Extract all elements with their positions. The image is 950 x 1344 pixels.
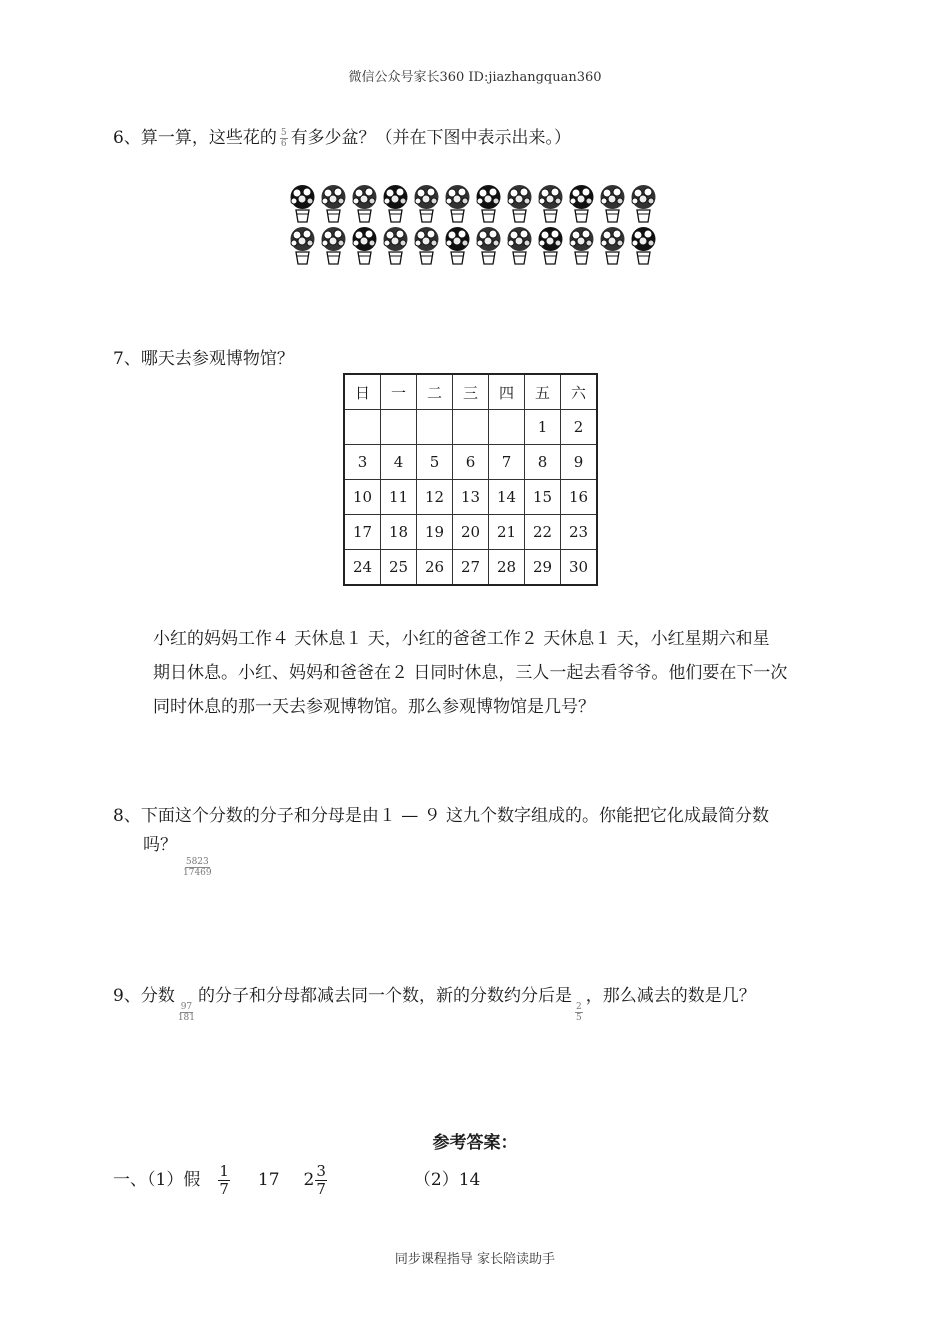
calendar-day-cell: 14 xyxy=(489,480,525,515)
calendar-day-cell: 25 xyxy=(381,550,417,586)
calendar-day-cell: 27 xyxy=(453,550,489,586)
calendar-day-cell xyxy=(489,410,525,445)
q6-prefix: 6、算一算，这些花的 xyxy=(113,128,277,148)
question-9 xyxy=(113,985,756,1023)
page-footer: 同步课程指导 家长陪读助手 xyxy=(394,1252,556,1267)
flower-pot-icon xyxy=(381,226,410,266)
page-header: 微信公众号家长360 ID:jiazhangquan360 xyxy=(348,70,602,85)
q6-fraction xyxy=(280,128,288,149)
q9-fraction-1 xyxy=(178,1002,195,1023)
question-7-title: 7、哪天去参观博物馆？ xyxy=(113,349,294,369)
q8-fraction xyxy=(183,857,212,878)
calendar-day-cell: 26 xyxy=(417,550,453,586)
calendar-day-cell: 6 xyxy=(453,445,489,480)
q6-frac-den: 6 xyxy=(280,139,287,149)
calendar-day-cell: 29 xyxy=(525,550,561,586)
flower-pot-icon xyxy=(474,184,503,224)
flower-pot-icon xyxy=(288,226,317,266)
calendar-day-cell xyxy=(417,410,453,445)
calendar-row xyxy=(344,550,597,586)
calendar-day-cell: 7 xyxy=(489,445,525,480)
q7-para-line: 期日休息。小红、妈妈和爸爸在２ 日同时休息，三人一起去看爷爷。他们要在下一次 xyxy=(153,663,788,683)
q7-para-line: 同时休息的那一天去参观博物馆。那么参观博物馆是几号？ xyxy=(153,697,595,717)
calendar-header-cell: 五 xyxy=(525,374,561,410)
flower-pot-icon xyxy=(443,184,472,224)
flower-pots-illustration xyxy=(288,184,668,268)
flower-pot-icon xyxy=(288,184,317,224)
q9-frac2-den: 5 xyxy=(576,1013,582,1023)
calendar-day-cell: 18 xyxy=(381,515,417,550)
flower-pot-icon xyxy=(350,184,379,224)
calendar-header-cell: 日 xyxy=(344,374,381,410)
answer-frac-num: 1 xyxy=(219,1162,229,1180)
calendar-header-row xyxy=(344,374,597,410)
calendar-day-cell: 24 xyxy=(344,550,381,586)
q8-line2-text: 吗？ xyxy=(143,835,177,855)
q9-fraction-2 xyxy=(575,1002,583,1023)
calendar-day-cell: 5 xyxy=(417,445,453,480)
answer-mixed-num: 3 xyxy=(316,1162,326,1180)
calendar-day-cell: 1 xyxy=(525,410,561,445)
calendar-row xyxy=(344,410,597,445)
q9-prefix: 9、分数 xyxy=(113,986,175,1006)
flower-pot-icon xyxy=(629,184,658,224)
calendar-day-cell: 2 xyxy=(561,410,598,445)
calendar-table xyxy=(343,373,598,586)
calendar-day-cell xyxy=(381,410,417,445)
calendar-day-cell: 4 xyxy=(381,445,417,480)
q6-frac-num: 5 xyxy=(280,128,287,138)
calendar-day-cell: 15 xyxy=(525,480,561,515)
q8-frac-num: 5823 xyxy=(185,857,209,867)
answer-frac-den: 7 xyxy=(219,1180,229,1198)
question-8-line1: 8、下面这个分数的分子和分母是由１ — ９ 这九个数字组成的。你能把它化成最简分数 xyxy=(113,806,770,826)
flower-pot-icon xyxy=(505,184,534,224)
flower-pot-icon xyxy=(598,184,627,224)
calendar-day-cell: 23 xyxy=(561,515,598,550)
flower-pot-icon xyxy=(350,226,379,266)
flower-row xyxy=(288,226,668,266)
calendar-day-cell xyxy=(453,410,489,445)
flower-pot-icon xyxy=(629,226,658,266)
calendar-day-cell: 10 xyxy=(344,480,381,515)
question-6 xyxy=(113,127,571,149)
calendar-day-cell: 11 xyxy=(381,480,417,515)
flower-pot-icon xyxy=(319,184,348,224)
q9-frac2-num: 2 xyxy=(576,1002,582,1012)
flower-pot-icon xyxy=(567,226,596,266)
calendar-day-cell: 22 xyxy=(525,515,561,550)
q6-suffix: 有多少盆？（并在下图中表示出来。） xyxy=(290,128,572,148)
answers-title: 参考答案： xyxy=(432,1133,518,1153)
flower-pot-icon xyxy=(381,184,410,224)
q8-frac-den: 17469 xyxy=(183,868,212,878)
flower-pot-icon xyxy=(412,184,441,224)
calendar-day-cell xyxy=(344,410,381,445)
calendar-header-cell: 三 xyxy=(453,374,489,410)
q7-para-line: 小红的妈妈工作４ 天休息１ 天，小红的爸爸工作２ 天休息１ 天，小红星期六和星 xyxy=(153,629,770,649)
calendar-header-cell: 一 xyxy=(381,374,417,410)
calendar-row xyxy=(344,515,597,550)
calendar-day-cell: 19 xyxy=(417,515,453,550)
calendar-day-cell: 9 xyxy=(561,445,598,480)
flower-pot-icon xyxy=(319,226,348,266)
flower-row xyxy=(288,184,668,224)
calendar-day-cell: 30 xyxy=(561,550,598,586)
q9-frac1-den: 181 xyxy=(177,1013,196,1023)
calendar-day-cell: 13 xyxy=(453,480,489,515)
answers-line xyxy=(113,1163,480,1198)
answer-part2: （2）14 xyxy=(413,1170,481,1190)
calendar-day-cell: 8 xyxy=(525,445,561,480)
calendar-header-cell: 六 xyxy=(561,374,598,410)
calendar-day-cell: 28 xyxy=(489,550,525,586)
flower-pot-icon xyxy=(474,226,503,266)
flower-pot-icon xyxy=(567,184,596,224)
calendar-row xyxy=(344,445,597,480)
flower-pot-icon xyxy=(505,226,534,266)
answer-prefix: 一、（1）假 xyxy=(113,1170,201,1190)
question-7-paragraph xyxy=(153,622,843,724)
flower-pot-icon xyxy=(536,184,565,224)
flower-pot-icon xyxy=(443,226,472,266)
answer-mixed-den: 7 xyxy=(316,1180,326,1198)
calendar-day-cell: 3 xyxy=(344,445,381,480)
calendar-header-cell: 四 xyxy=(489,374,525,410)
calendar-row xyxy=(344,480,597,515)
answer-fraction xyxy=(218,1163,230,1198)
calendar-day-cell: 16 xyxy=(561,480,598,515)
answer-mixed-whole: 2 xyxy=(303,1170,315,1190)
calendar-day-cell: 17 xyxy=(344,515,381,550)
calendar-day-cell: 12 xyxy=(417,480,453,515)
q9-suffix: ，那么减去的数是几？ xyxy=(585,986,756,1006)
flower-pot-icon xyxy=(598,226,627,266)
answer-mixed-fraction xyxy=(315,1163,327,1198)
calendar-header-cell: 二 xyxy=(417,374,453,410)
calendar-day-cell: 21 xyxy=(489,515,525,550)
q9-frac1-num: 97 xyxy=(180,1002,193,1012)
flower-pot-icon xyxy=(412,226,441,266)
q9-middle: 的分子和分母都减去同一个数，新的分数约分后是 xyxy=(198,986,573,1006)
question-8-line2 xyxy=(143,834,215,878)
answer-value: 17 xyxy=(257,1170,280,1190)
calendar-day-cell: 20 xyxy=(453,515,489,550)
flower-pot-icon xyxy=(536,226,565,266)
